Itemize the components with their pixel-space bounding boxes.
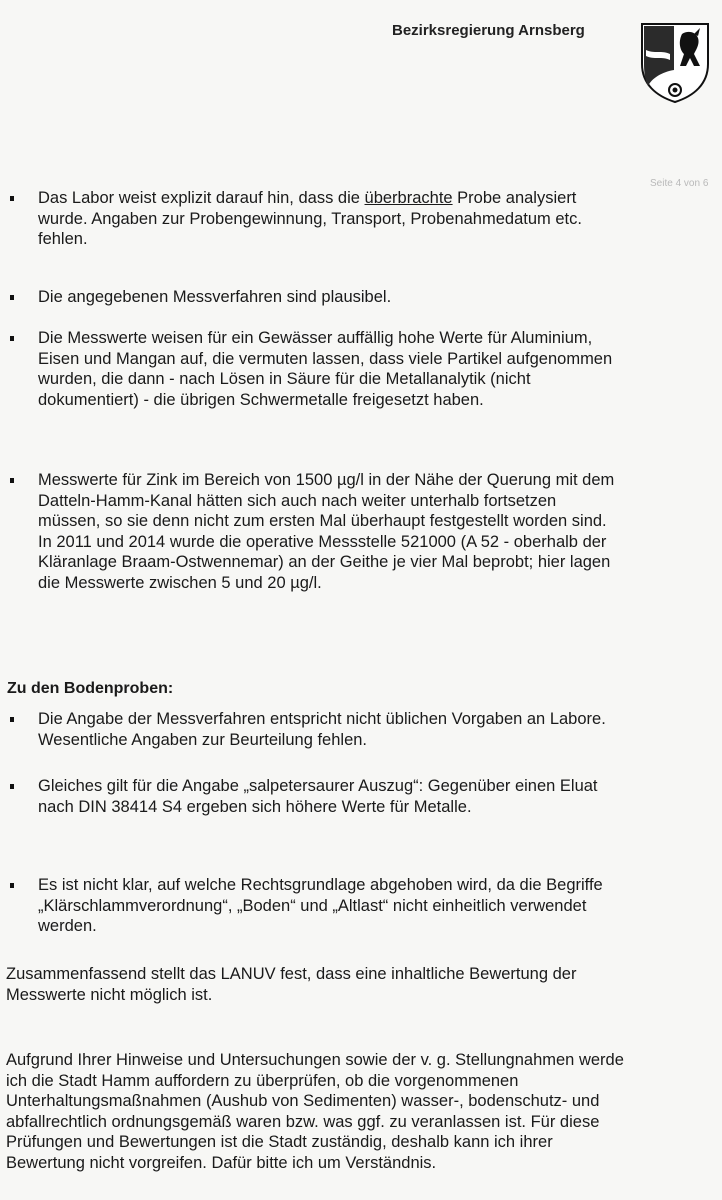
bullet-icon [10,784,14,789]
bullet-icon [10,336,14,341]
bullet-text: Das Labor weist explizit darauf hin, dass die [38,189,365,207]
list-item [10,875,620,937]
bullet-icon [10,196,14,201]
bullet-text: Messwerte für Zink im Bereich von 1500 µg/l in der Nähe der Querung mit dem Datteln-Hamm-Kanal hätten sich auch nach weiter unterhalb fortsetzen müssen, so sie denn nicht zum ersten Mal überhaupt festgestellt worden sind. In 2011 und 2014 wurde die operative Messstelle 521000 (A 52 - oberhalb der Kläranlage Braam-Ostwennemar) an der Geithe je vier Mal beprobt; hier lagen die Messwerte zwischen 5 und 20 µg/l. [38,471,615,592]
summary-paragraph: Zusammenfassend stellt das LANUV fest, dass eine inhaltliche Bewertung der Messwerte nicht möglich ist. [6,965,577,1004]
list-item [10,328,620,410]
bullet-text: Es ist nicht klar, auf welche Rechtsgrundlage abgehoben wird, da die Begriffe „Klärschlammverordnung“, „Boden“ und „Altlast“ nicht einheitlich verwendet werden. [38,876,603,935]
list-item [10,776,620,817]
page-number: Seite 4 von 6 [650,178,709,189]
list-item [10,287,620,308]
list-item [10,188,620,250]
bullet-text: Die Angabe der Messverfahren entspricht nicht üblichen Vorgaben an Labore. Wesentliche Angaben zur Beurteilung fehlen. [38,710,606,749]
header-organization: Bezirksregierung Arnsberg [392,22,585,39]
bullet-text: Probe analysiert wurde. Angaben zur Probengewinnung, Transport, Probenahmedatum etc. fehlen. [38,189,582,248]
bullet-icon [10,883,14,888]
list-item [10,470,620,593]
underlined-word: überbrachte [364,189,453,207]
bullet-icon [10,717,14,722]
bullet-text: Die angegebenen Messverfahren sind plausibel. [38,288,392,306]
section-heading: Zu den Bodenproben: [7,680,174,697]
bullet-icon [10,478,14,483]
bullet-text: Die Messwerte weisen für ein Gewässer auffällig hohe Werte für Aluminium, Eisen und Mangan auf, die vermuten lassen, dass viele Partikel aufgenommen wurden, die dann - nach Lösen in Säure für die Metallanalytik (nicht dokumentiert) - die übrigen Schwermetalle freigesetzt haben. [38,329,613,409]
list-item [10,709,620,750]
bullet-text: Gleiches gilt für die Angabe „salpetersaurer Auszug“: Gegenüber einen Eluat nach DIN 38414 S4 ergeben sich höhere Werte für Metalle. [38,777,598,816]
conclusion-paragraph: Aufgrund Ihrer Hinweise und Untersuchungen sowie der v. g. Stellungnahmen werde ich die Stadt Hamm auffordern zu überprüfen, ob die vorgenommenen Unterhaltungsmaßnahmen (Aushub von Sedimenten) wasser-, bodenschutz- und abfallrechtlich ordnungsgemäß waren bzw. was ggf. zu veranlassen ist. Für diese Prüfungen und Bewertungen ist die Stadt zuständig, deshalb kann ich ihrer Bewertung nicht vorgreifen. Dafür bitte ich um Verständnis. [6,1051,624,1172]
bullet-icon [10,295,14,300]
coat-of-arms-icon [636,20,714,104]
